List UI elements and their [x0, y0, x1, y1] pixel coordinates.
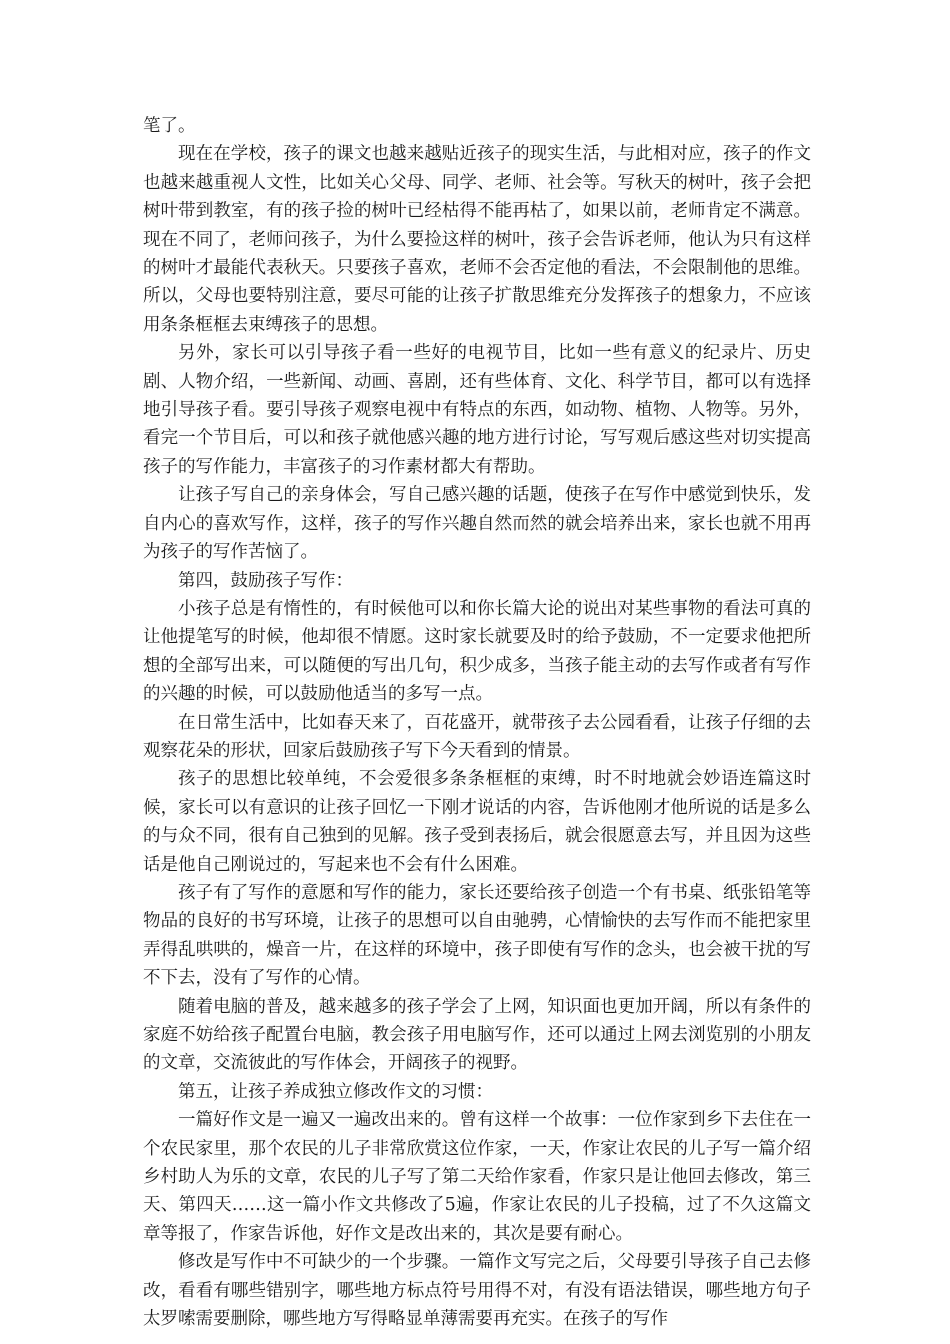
section-heading-four: 第四，鼓励孩子写作： [178, 570, 353, 591]
paragraph-continuation: 笔了。 [143, 116, 196, 136]
paragraph-revision: 修改是写作中不可缺少的一个步骤。一篇作文写完之后，父母要引导孩子自己去修改，看看有哪些错别字，哪些地方标点符号用得不对，有没有语法错误，哪些地方句子太罗嗦需要删除，哪些地方写得略显单薄需要再充实。在孩子的写作 [143, 1252, 811, 1330]
paragraph-story: 一篇好作文是一遍又一遍改出来的。曾有这样一个故事：一位作家到乡下去住在一个农民家里，那个农民的儿子非常欣赏这位作家，一天，作家让农民的儿子写一篇介绍乡村助人为乐的文章，农民的儿子写了第二天给作家看，作家只是让他回去修改，第三天、第四天……这一篇小作文共修改了5遍，作家让农民的儿子投稿，过了不久这篇文章等报了，作家告诉他，好作文是改出来的，其次是要有耐心。 [143, 1110, 811, 1244]
paragraph-tv-programs: 另外，家长可以引导孩子看一些好的电视节目，比如一些有意义的纪录片、历史剧、人物介绍，一些新闻、动画、喜剧，还有些体育、文化、科学节目，都可以有选择地引导孩子看。要引导孩子观察电视中有特点的东西，如动物、植物、人物等。另外，看完一个节目后，可以和孩子就他感兴趣的地方进行讨论，写写观后感这些对切实提高孩子的写作能力，丰富孩子的习作素材都大有帮助。 [143, 343, 811, 477]
paragraph-encourage: 小孩子总是有惰性的，有时候他可以和你长篇大论的说出对某些事物的看法可真的让他提笔写的时候，他却很不情愿。这时家长就要及时的给予鼓励，不一定要求他把所想的全部写出来，可以随便的写出几句，积少成多，当孩子能主动的去写作或者有写作的兴趣的时候，可以鼓励他适当的多写一点。 [143, 598, 811, 705]
paragraph-simple-thoughts: 孩子的思想比较单纯，不会爱很多条条框框的束缚，时不时地就会妙语连篇这时候，家长可以有意识的让孩子回忆一下刚才说话的内容，告诉他刚才他所说的话是多么的与众不同，很有自己独到的见解。孩子受到表扬后，就会很愿意去写，并且因为这些话是他自己刚说过的，写起来也不会有什么困难。 [143, 769, 811, 875]
paragraph-personal-experience: 让孩子写自己的亲身体会，写自己感兴趣的话题，使孩子在写作中感觉到快乐，发自内心的喜欢写作，这样，孩子的写作兴趣自然而然的就会培养出来，家长也就不用再为孩子的写作苦恼了。 [143, 485, 811, 563]
section-heading-five: 第五，让孩子养成独立修改作文的习惯： [178, 1081, 493, 1102]
paragraph-daily-life: 在日常生活中，比如春天来了，百花盛开，就带孩子去公园看看，让孩子仔细的去观察花朵的形状，回家后鼓励孩子写下今天看到的情景。 [143, 712, 811, 761]
paragraph-school-essays: 现在在学校，孩子的课文也越来越贴近孩子的现实生活，与此相对应，孩子的作文也越来越重视人文性，比如关心父母、同学、老师、社会等。写秋天的树叶，孩子会把树叶带到教室，有的孩子捡的树叶已经枯得不能再枯了，如果以前，老师肯定不满意。现在不同了，老师问孩子，为什么要捡这样的树叶，孩子会告诉老师，他认为只有这样的树叶才最能代表秋天。只要孩子喜欢，老师不会否定他的看法，不会限制他的思维。所以，父母也要特别注意，要尽可能的让孩子扩散思维充分发挥孩子的想象力，不应该用条条框框去束缚孩子的思想。 [143, 144, 811, 335]
paragraph-environment: 孩子有了写作的意愿和写作的能力，家长还要给孩子创造一个有书桌、纸张铅笔等物品的良好的书写环境，让孩子的思想可以自由驰骋，心情愉快的去写作而不能把家里弄得乱哄哄的，燥音一片，在这样的环境中，孩子即使有写作的念头，也会被干扰的写不下去，没有了写作的心情。 [143, 882, 811, 989]
document-page [143, 112, 811, 1333]
paragraph-computer: 随着电脑的普及，越来越多的孩子学会了上网，知识面也更加开阔，所以有条件的家庭不妨给孩子配置台电脑，教会孩子用电脑写作，还可以通过上网去浏览别的小朋友的文章，交流彼此的写作体会，开阔孩子的视野。 [143, 996, 811, 1074]
